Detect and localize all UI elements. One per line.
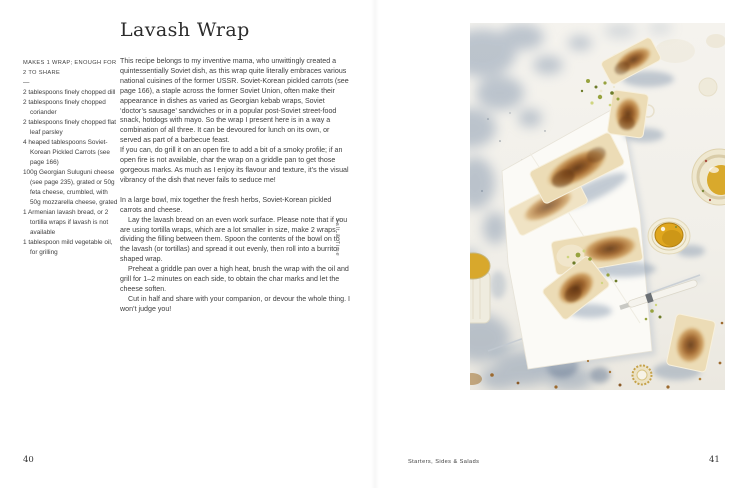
intro-paragraph: This recipe belongs to my inventive mama, who unwittingly created a quintessentially Soviet dish, as this wrap quite literally embraces various national cuisines of the former USSR. Soviet-Korean pickled carrots (see page 166), a staple across the former Soviet Union, often make their appearance in dishes as varied as Georgian kebab wraps, Soviet ‘doctor’s sausage’ sandwiches or in a popular post-Soviet street-food snack, hotdogs with mayo. So the wrap I present here is in a way a combination of all three. It can be devoured for lunch on its own, or served as part of a barbecue feast.: [120, 57, 349, 145]
book-title-vertical: Salt & Time: [334, 218, 340, 257]
tea-glass-center: [648, 218, 690, 254]
method-paragraph: In a large bowl, mix together the fresh herbs, Soviet-Korean pickled carrots and cheese.: [120, 195, 332, 214]
ingredient-item: 1 tablespoon mild vegetable oil, for grilling: [23, 239, 113, 256]
section-footer: Starters, Sides & Salads: [408, 459, 480, 465]
method-paragraph: Cut in half and share with your companion, or devour the whole thing. I won’t judge you!: [120, 294, 351, 313]
divider-dash: —: [23, 79, 30, 86]
ingredients-column: [23, 58, 119, 258]
ingredient-item: 2 tablespoons finely chopped flat leaf parsley: [23, 119, 117, 136]
yield-note: MAKES 1 WRAP; ENOUGH FOR 2 TO SHARE: [23, 60, 117, 76]
recipe-photo: [470, 23, 725, 390]
page-number-right: 41: [709, 455, 720, 465]
method-paragraph: Lay the lavash bread on an even work surface. Please note that if you are using tortilla wraps, which are a lot smaller in size, make 2 wraps, dividing the filling between them. Spoon the contents of the bowl on to the lavash (or tortillas) and spread it out evenly, then roll into a burrito-shaped wrap.: [120, 215, 348, 264]
ingredient-item: 2 tablespoons finely chopped dill: [23, 89, 116, 96]
ingredient-item: 100g Georgian Suluguni cheese (see page 235), grated or 50g feta cheese, crumbled, with 50g mozzarella cheese, grated: [23, 169, 118, 206]
ingredients-list: [23, 88, 119, 258]
recipe-title: Lavash Wrap: [120, 19, 250, 41]
ingredient-item: 2 tablespoons finely chopped coriander: [23, 99, 106, 116]
ingredient-item: 4 heaped tablespoons Soviet-Korean Pickled Carrots (see page 166): [23, 139, 110, 166]
recipe-text: [120, 57, 350, 315]
ingredient-item: 1 Armenian lavash bread, or 2 tortilla wraps if lavash is not available: [23, 209, 109, 236]
bottle-cap: [633, 366, 652, 385]
method-paragraph: Preheat a griddle pan over a high heat, brush the wrap with the oil and grill for 1–2 minutes on each side, to obtain the char marks and let the cheese soften.: [120, 265, 349, 293]
page-number-left: 40: [23, 455, 34, 465]
page-gutter: [371, 0, 379, 488]
intro-paragraph: If you can, do grill it on an open fire to add a bit of a smoky profile; if an open fire is not available, char the wrap on a griddle pan to get those gorgeous marks. As much as I enjoy its flavour and texture, it’s the visual vibrancy of the dish that never fails to seduce me!: [120, 146, 349, 184]
